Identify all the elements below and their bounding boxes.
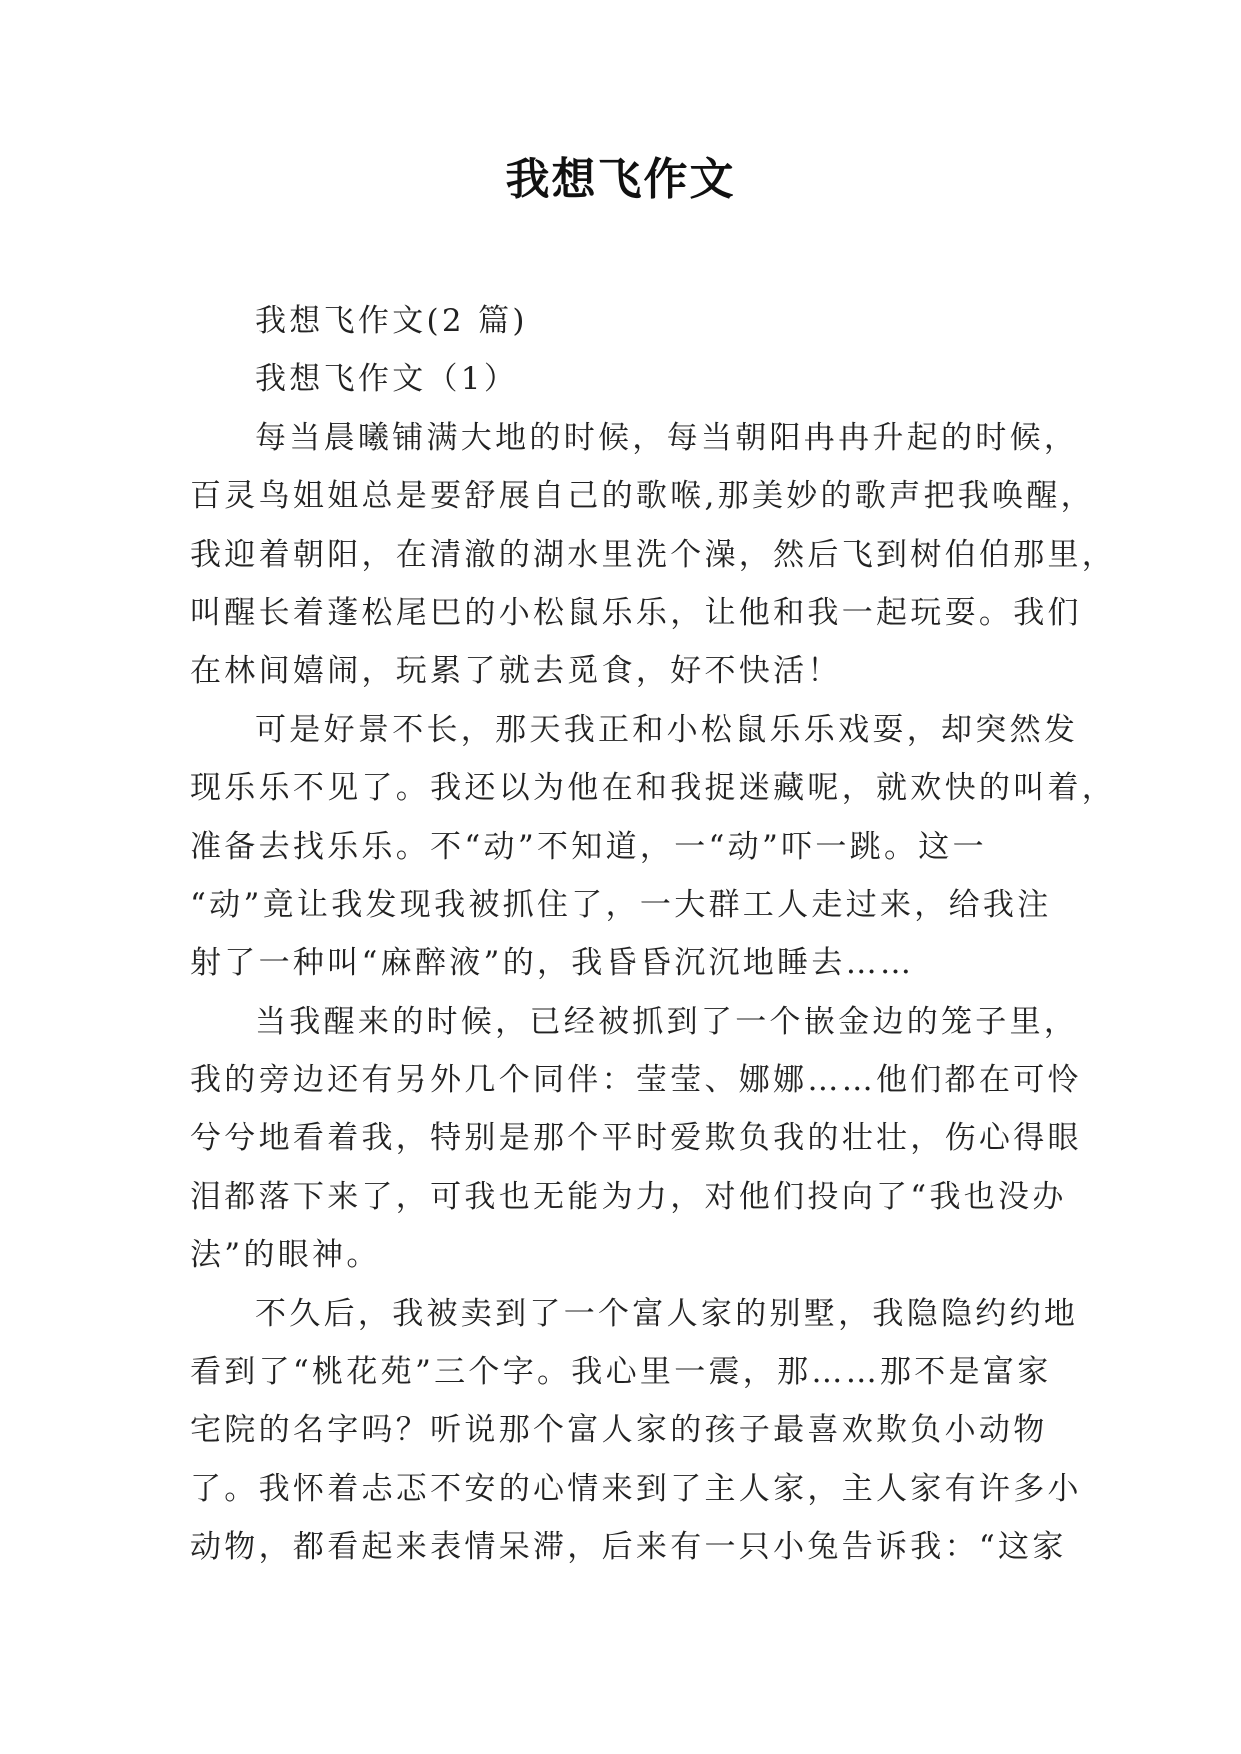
document-body: [190, 292, 1117, 1577]
body-line: 在林间嬉闹，玩累了就去觅食，好不快活！: [190, 653, 842, 690]
body-line: 可是好景不长，那天我正和小松鼠乐乐戏耍，却突然发: [255, 711, 1079, 748]
body-line: 我迎着朝阳，在清澈的湖水里洗个澡，然后飞到树伯伯那里，: [190, 536, 1117, 573]
body-line: 现乐乐不见了。我还以为他在和我捉迷藏呢，就欢快的叫着，: [190, 770, 1117, 807]
body-line: 了。我怀着忐忑不安的心情来到了主人家，主人家有许多小: [190, 1470, 1082, 1507]
body-line: 看到了“桃花苑”三个字。我心里一震，那……那不是富家: [190, 1354, 1052, 1391]
body-line: 我的旁边还有另外几个同伴：莹莹、娜娜……他们都在可怜: [190, 1062, 1082, 1099]
body-line: 宅院的名字吗？听说那个富人家的孩子最喜欢欺负小动物: [190, 1412, 1048, 1449]
body-line: 不久后，我被卖到了一个富人家的别墅，我隐隐约约地: [255, 1295, 1079, 1332]
body-line: 动物，都看起来表情呆滞，后来有一只小兔告诉我：“这家: [190, 1529, 1067, 1566]
body-line: 射了一种叫“麻醉液”的，我昏昏沉沉地睡去……: [190, 945, 915, 982]
body-line: 我想飞作文（1）: [255, 361, 519, 398]
body-line: 叫醒长着蓬松尾巴的小松鼠乐乐，让他和我一起玩耍。我们: [190, 594, 1082, 631]
body-line: “动”竟让我发现我被抓住了，一大群工人走过来，给我注: [190, 886, 1052, 923]
body-line: 准备去找乐乐。不“动”不知道，一“动”吓一跳。这一: [190, 828, 987, 865]
body-line: 我想飞作文(2 篇): [255, 303, 528, 339]
body-line: 每当晨曦铺满大地的时候，每当朝阳冉冉升起的时候，: [255, 419, 1079, 456]
document-title: 我想飞作文: [505, 154, 736, 205]
body-line: 法”的眼神。: [190, 1237, 381, 1274]
body-line: 当我醒来的时候，已经被抓到了一个嵌金边的笼子里，: [255, 1003, 1079, 1040]
body-line: 泪都落下来了，可我也无能为力，对他们投向了“我也没办: [190, 1178, 1067, 1215]
body-line: 百灵鸟姐姐总是要舒展自己的歌喉,那美妙的歌声把我唤醒，: [190, 478, 1095, 515]
body-line: 兮兮地看着我，特别是那个平时爱欺负我的壮壮，伤心得眼: [190, 1120, 1082, 1157]
